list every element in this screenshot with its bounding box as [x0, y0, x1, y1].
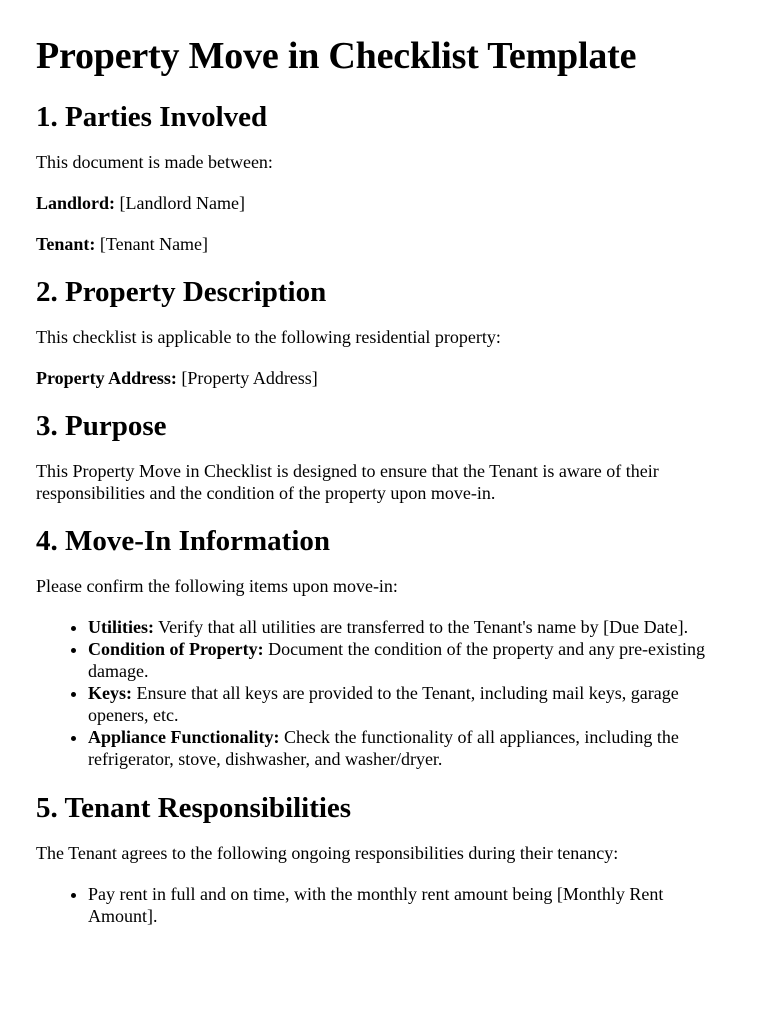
- landlord-label: Landlord:: [36, 193, 116, 213]
- list-item-text: Ensure that all keys are provided to the Tenant, including mail keys, garage openers, etc.: [88, 683, 679, 725]
- tenant-value: [Tenant Name]: [95, 234, 209, 254]
- list-item-keys: [88, 682, 734, 726]
- list-item-condition: [88, 638, 734, 682]
- property-intro: This checklist is applicable to the following residential property:: [36, 327, 501, 347]
- landlord-line: [36, 192, 734, 214]
- landlord-value: [Landlord Name]: [115, 193, 245, 213]
- list-item-label: Keys:: [88, 683, 132, 703]
- purpose-text: This Property Move in Checklist is designed to ensure that the Tenant is aware of their responsibilities and the condition of the property upon move-in.: [36, 461, 659, 503]
- property-address-value: [Property Address]: [176, 368, 318, 388]
- list-item-label: Condition of Property:: [88, 639, 264, 659]
- responsibilities-intro: The Tenant agrees to the following ongoing responsibilities during their tenancy:: [36, 843, 619, 863]
- section-heading-tenant-responsibilities: 5. Tenant Responsibilities: [36, 792, 352, 824]
- section-heading-parties: 1. Parties Involved: [36, 101, 268, 133]
- list-item-text: Check the functionality of all appliances, including the refrigerator, stove, dishwasher, and washer/dryer.: [88, 727, 679, 769]
- section-heading-move-in-information: 4. Move-In Information: [36, 525, 331, 557]
- tenant-line: [36, 233, 734, 255]
- move-in-intro: Please confirm the following items upon move-in:: [36, 576, 398, 596]
- list-item-text: Document the condition of the property and any pre-existing damage.: [88, 639, 706, 681]
- list-item-utilities: [88, 616, 734, 638]
- tenant-label: Tenant:: [36, 234, 96, 254]
- responsibilities-list: [36, 883, 734, 927]
- parties-intro: This document is made between:: [36, 152, 273, 172]
- move-in-checklist: [36, 616, 734, 770]
- list-item-label: Utilities:: [88, 617, 154, 637]
- property-address-label: Property Address:: [36, 368, 177, 388]
- list-item-text: Verify that all utilities are transferred to the Tenant's name by [Due Date].: [153, 617, 689, 637]
- property-address-line: [36, 367, 734, 389]
- list-item-appliances: [88, 726, 734, 770]
- list-item-label: Appliance Functionality:: [88, 727, 280, 747]
- list-item-rent: • Pay rent in full and on time, with the monthly rent amount being [Monthly Rent Amount].: [88, 883, 734, 927]
- document-title: Property Move in Checklist Template: [36, 35, 637, 77]
- section-heading-purpose: 3. Purpose: [36, 410, 167, 442]
- section-heading-property-description: 2. Property Description: [36, 276, 327, 308]
